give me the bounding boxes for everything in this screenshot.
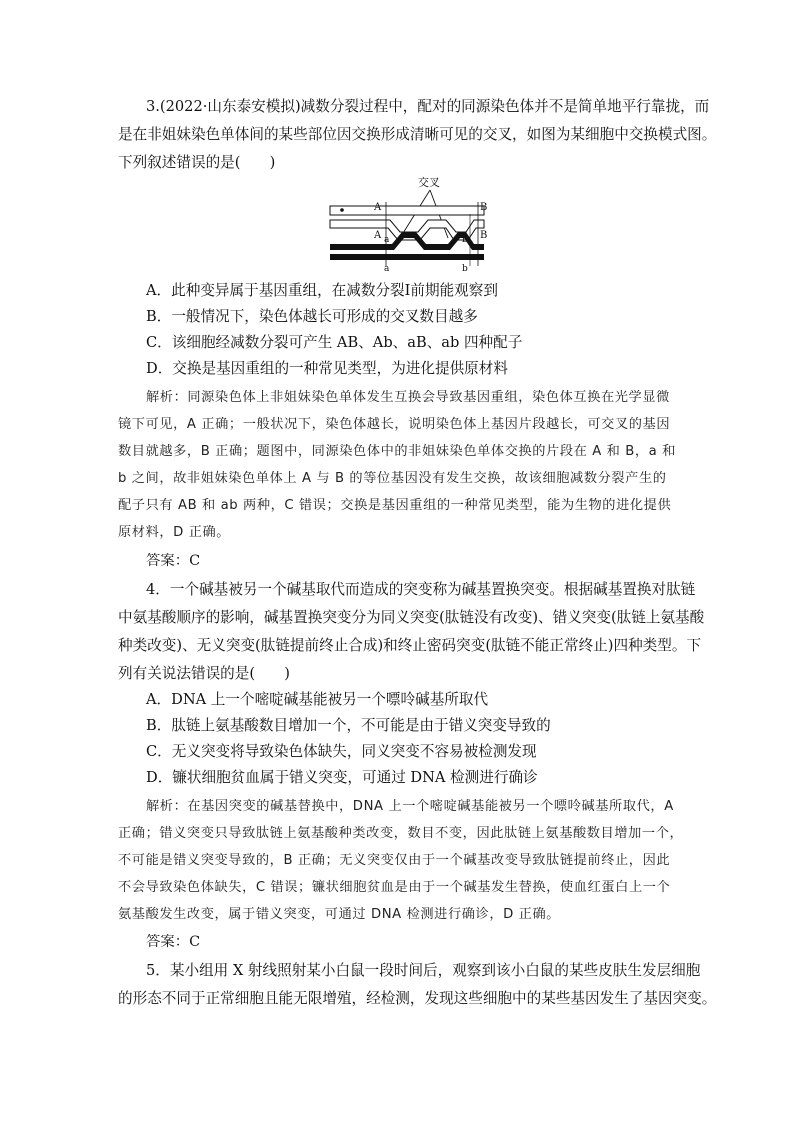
centromere-dot [340, 208, 344, 212]
q4-option-d: D．镰状细胞贫血属于错义突变，可通过 DNA 检测进行确诊 [146, 769, 538, 786]
q4-stem-line: 列有关说法错误的是( ) [118, 665, 290, 682]
q3-stem-line: 3.(2022·山东泰安模拟)减数分裂过程中，配对的同源染色体并不是简单地平行靠拢，而 [146, 98, 710, 115]
q4-stem-line: 种类改变)、无义突变(肽链提前终止合成)和终止密码突变(肽链不能正常终止)四种类型。下 [118, 637, 702, 654]
q4-option-c: C．无义突变将导致染色体缺失，同义突变不容易被检测发现 [146, 743, 537, 760]
q4-option-a: A．DNA 上一个嘧啶碱基能被另一个嘌呤碱基所取代 [146, 691, 489, 708]
q3-stem-line: 是在非姐妹染色单体间的某些部位因交换形成清晰可见的交叉，如图为某细胞中交换模式图。 [118, 126, 717, 143]
gene-label-b: b [462, 235, 468, 245]
q4-stem-line: 中氨基酸顺序的影响，碱基置换突变分为同义突变(肽链没有改变)、错义突变(肽链上氨基酸 [118, 609, 705, 626]
cross-label: 交叉 [418, 176, 440, 189]
q4-explanation-line: 解析：在基因突变的碱基替换中，DNA 上一个嘧啶碱基能被另一个嘌呤碱基所取代，A [146, 799, 674, 814]
q3-explanation-line: b 之间，故非姐妹染色单体上 A 与 B 的等位基因没有发生交换，故该细胞减数分裂产生的 [118, 471, 667, 486]
gene-label-B: B [480, 230, 488, 241]
q3-explanation-line: 配子只有 AB 和 ab 两种，C 错误；交换是基因重组的一种常见类型，能为生物的进化提供 [118, 498, 672, 513]
q4-stem-line: 4．一个碱基被另一个碱基取代而造成的突变称为碱基置换突变。根据碱基置换对肽链 [146, 581, 696, 598]
gene-label-A: A [374, 202, 382, 213]
q3-option-c: C．该细胞经减数分裂可产生 AB、Ab、aB、ab 四种配子 [146, 334, 523, 351]
gene-label-a: a [384, 264, 390, 274]
crossover-diagram [328, 174, 488, 278]
q3-explanation-line: 原材料，D 正确。 [118, 525, 231, 540]
q3-explanation-line: 数目就越多，B 正确；题图中，同源染色体中的非姐妹染色单体交换的片段在 A 和 B，a 和 [118, 444, 676, 459]
gene-label-a: a [384, 235, 390, 245]
q3-answer: 答案：C [146, 553, 201, 569]
q4-explanation-line: 不会导致染色体缺失，C 错误；镰状细胞贫血是由于一个碱基发生替换，使血红蛋白上一个 [118, 880, 671, 895]
q3-explanation-line: 解析：同源染色体上非姐妹染色单体发生互换会导致基因重组，染色体互换在光学显微 [146, 390, 670, 405]
q3-option-b: B．一般情况下，染色体越长可形成的交叉数目越多 [146, 308, 478, 325]
q4-explanation-line: 正确；错义突变只导致肽链上氨基酸种类改变，数目不变，因此肽链上氨基酸数目增加一个， [118, 826, 684, 841]
lower-chromatid-solid [330, 232, 484, 250]
q3-option-d: D．交换是基因重组的一种常见类型，为进化提供原材料 [146, 360, 508, 377]
q5-stem-line: 的形态不同于正常细胞且能无限增殖，经检测，发现这些细胞中的某些基因发生了基因突变。 [118, 990, 717, 1007]
q3-explanation-line: 镜下可见，A 正确；一般状况下，染色体越长，说明染色体上基因片段越长，可交叉的基因 [118, 417, 671, 432]
q4-answer: 答案：C [146, 934, 201, 950]
q4-option-b: B．肽链上氨基酸数目增加一个，不可能是由于错义突变导致的 [146, 717, 551, 734]
gene-label-B: B [480, 202, 488, 213]
gene-label-b: b [462, 264, 468, 274]
q5-stem-line: 5．某小组用 X 射线照射某小白鼠一段时间后，观察到该小白鼠的某些皮肤生发层细胞 [146, 962, 701, 979]
q3-stem-line: 下列叙述错误的是( ) [118, 154, 276, 171]
gene-label-A: A [374, 230, 382, 241]
q4-explanation-line: 不可能是错义突变导致的，B 正确；无义突变仅由于一个碱基改变导致肽链提前终止，因此 [118, 853, 671, 868]
q4-explanation-line: 氨基酸发生改变，属于错义突变，可通过 DNA 检测进行确诊，D 正确。 [118, 907, 561, 922]
q3-option-a: A．此种变异属于基因重组，在减数分裂Ⅰ前期能观察到 [146, 282, 498, 299]
